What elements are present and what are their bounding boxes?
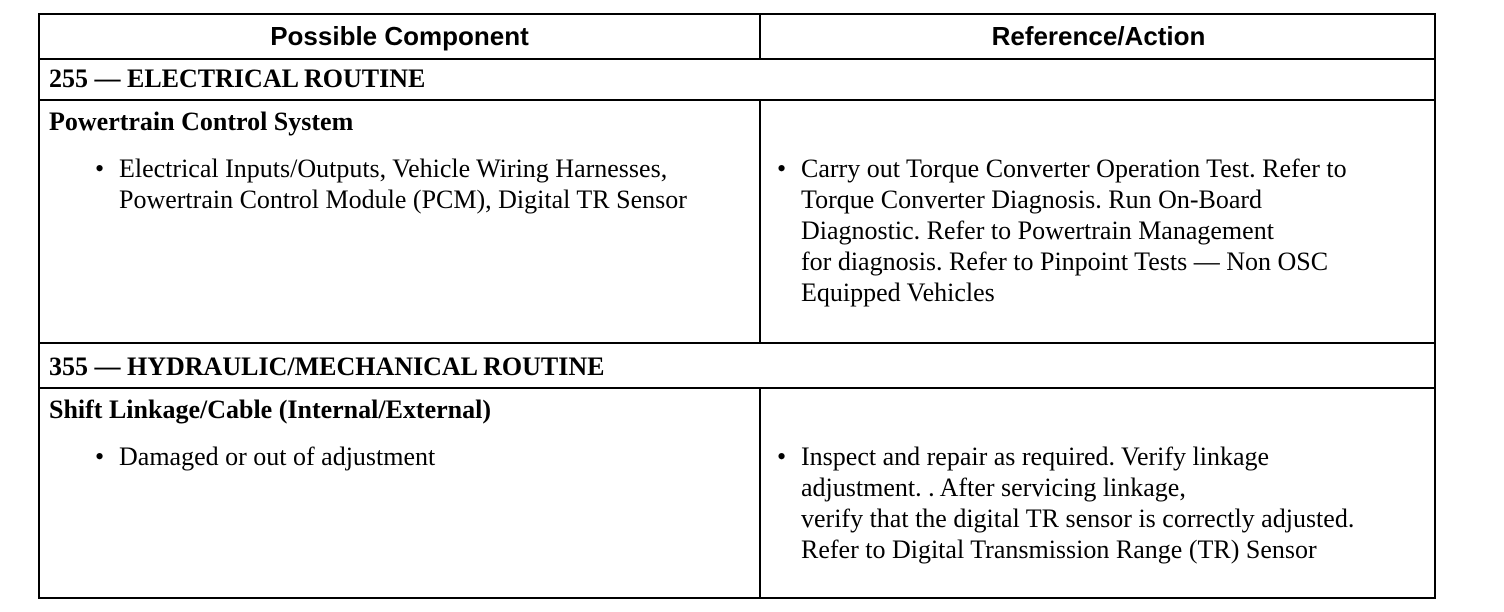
- bullet-icon: •: [777, 442, 787, 471]
- bullet-icon: •: [95, 154, 105, 183]
- section-row-electrical: [40, 58, 1434, 101]
- component-title: Powertrain Control System: [49, 107, 354, 136]
- possible-component-cell: Shift Linkage/Cable (Internal/External) • Damaged or out of adjustment: [40, 389, 761, 597]
- component-title: Shift Linkage/Cable (Internal/External): [49, 395, 492, 424]
- section-row-hydraulic: [40, 346, 1434, 389]
- table-header-row: [40, 15, 1434, 60]
- reference-action-cell: • Inspect and repair as required. Verify linkage adjustment. . After servicing linkage, verify that the digital TR sensor is correctly adjusted. Refer to Digital Transmission Range (TR) Sensor: [777, 442, 1355, 564]
- table-row-electrical: [40, 101, 1434, 344]
- bullet-icon: •: [777, 154, 787, 183]
- diagnosis-table: [38, 13, 1436, 599]
- table-row-hydraulic: [40, 389, 1434, 597]
- section-title: 355 — HYDRAULIC/MECHANICAL ROUTINE: [49, 352, 605, 381]
- reference-action-cell: • Carry out Torque Converter Operation Test. Refer to Torque Converter Diagnosis. Run On-Board Diagnostic. Refer to Powertrain Management for diagnosis. Refer to Pinpoint Tests — Non OSC Equipped Vehicles: [777, 154, 1347, 307]
- header-possible-component: Possible Component: [40, 15, 761, 58]
- header-reference-action: Reference/Action: [991, 21, 1206, 51]
- bullet-icon: •: [95, 442, 105, 471]
- possible-component-cell: Powertrain Control System • Electrical Inputs/Outputs, Vehicle Wiring Harnesses, Powertrain Control Module (PCM), Digital TR Sensor: [40, 101, 761, 342]
- section-title: 255 — ELECTRICAL ROUTINE: [49, 64, 426, 93]
